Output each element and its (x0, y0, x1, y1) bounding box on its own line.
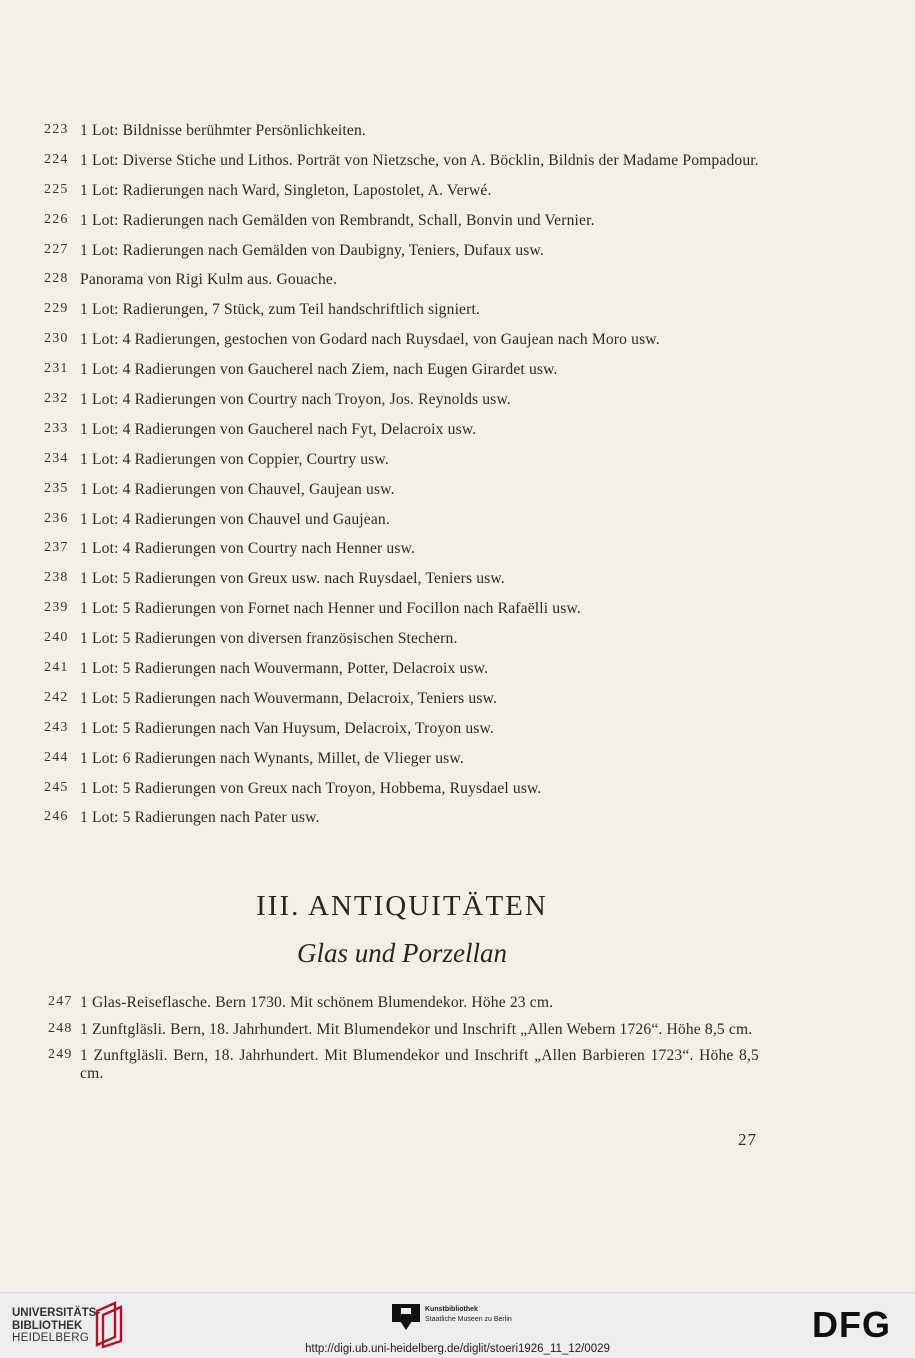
lot-description: 1 Lot: Radierungen nach Ward, Singleton, Lapostolet, A. Verwé. (80, 181, 492, 199)
lot-entry (0, 481, 915, 502)
lot-number: 237 (44, 540, 69, 556)
lot-entry (0, 1021, 915, 1042)
lot-entry (0, 361, 915, 382)
lot-list-glass (0, 994, 915, 1089)
university-line-2: BIBLIOTHEK (12, 1319, 83, 1332)
lot-entry (0, 301, 915, 322)
lot-description: 1 Lot: 4 Radierungen von Coppier, Courtry usw. (80, 450, 389, 468)
dfg-logo[interactable]: DFG (812, 1304, 891, 1345)
lot-number: 247 (48, 994, 73, 1009)
lot-description: 1 Lot: 4 Radierungen von Gaucherel nach Fyt, Delacroix usw. (80, 420, 477, 438)
lot-number: 230 (44, 331, 69, 347)
lot-number: 249 (48, 1047, 73, 1062)
lot-entry (0, 600, 915, 621)
lot-description: Panorama von Rigi Kulm aus. Gouache. (80, 271, 338, 289)
lot-description: 1 Lot: 4 Radierungen von Chauvel und Gaujean. (80, 510, 390, 528)
lot-number: 243 (44, 719, 69, 735)
lot-entry (0, 570, 915, 591)
lot-description: 1 Lot: 4 Radierungen von Gaucherel nach Ziem, nach Eugen Girardet usw. (80, 361, 558, 379)
lot-entry (0, 660, 915, 681)
lot-description: 1 Lot: 4 Radierungen von Courtry nach Henner usw. (80, 540, 416, 558)
lot-entry (0, 809, 915, 830)
lot-number: 248 (48, 1020, 73, 1036)
lot-entry (0, 152, 915, 173)
lot-number: 236 (44, 510, 69, 526)
lot-description: 1 Lot: Radierungen nach Gemälden von Daubigny, Teniers, Dufaux usw. (80, 241, 544, 259)
university-logo-icon[interactable] (93, 1301, 125, 1349)
lot-number: 235 (44, 480, 69, 496)
lot-entry (0, 690, 915, 711)
lot-entry (0, 540, 915, 561)
lot-entry (0, 331, 915, 352)
lot-number: 234 (44, 450, 69, 466)
lot-number: 245 (44, 779, 69, 795)
lot-description: 1 Lot: 4 Radierungen von Courtry nach Troyon, Jos. Reynolds usw. (80, 391, 511, 409)
lot-entry (0, 271, 915, 292)
lot-description: 1 Lot: 5 Radierungen nach Wouvermann, Potter, Delacroix usw. (80, 660, 489, 678)
lot-entry (0, 122, 915, 143)
lot-number: 242 (44, 689, 69, 705)
lot-number: 238 (44, 570, 69, 586)
lot-description: 1 Zunftgläsli. Bern, 18. Jahrhundert. Mit Blumendekor und Inschrift „Allen Barbieren 1723“. Höhe 8,5 cm. (80, 1047, 759, 1082)
lot-description: 1 Lot: 5 Radierungen von Greux usw. nach Ruysdael, Teniers usw. (80, 570, 505, 588)
lot-description: 1 Lot: 5 Radierungen von Fornet nach Henner und Focillon nach Rafaëlli usw. (80, 600, 581, 618)
page-number: 27 (738, 1130, 757, 1149)
lot-description: 1 Lot: 5 Radierungen nach Van Huysum, Delacroix, Troyon usw. (80, 719, 494, 737)
kunstbibliothek-text (425, 1305, 512, 1325)
lot-description: 1 Lot: 4 Radierungen von Chauvel, Gaujean usw. (80, 480, 395, 498)
lot-description: 1 Lot: Radierungen nach Gemälden von Rembrandt, Schall, Bonvin und Vernier. (80, 211, 595, 229)
lot-description: 1 Lot: Radierungen, 7 Stück, zum Teil handschriftlich signiert. (80, 301, 481, 319)
university-library-name[interactable] (12, 1307, 100, 1345)
lot-description: 1 Lot: 5 Radierungen von Greux nach Troyon, Hobbema, Ruysdael usw. (80, 779, 542, 797)
lot-description: 1 Lot: 6 Radierungen nach Wynants, Millet, de Vlieger usw. (80, 749, 464, 767)
lot-number: 227 (44, 241, 69, 257)
kb-line-1: Kunstbibliothek (425, 1306, 478, 1313)
lot-list-prints (0, 122, 915, 839)
lot-entry (0, 994, 915, 1015)
lot-description: 1 Zunftgläsli. Bern, 18. Jahrhundert. Mit Blumendekor und Inschrift „Allen Webern 1726“. Höhe 8,5 cm. (80, 1020, 753, 1038)
lot-entry (0, 780, 915, 801)
lot-description: 1 Lot: 4 Radierungen, gestochen von Godard nach Ruysdael, von Gaujean nach Moro usw. (80, 331, 660, 349)
lot-description: 1 Lot: 5 Radierungen von diversen französischen Stechern. (80, 630, 458, 648)
page-url[interactable]: http://digi.ub.uni-heidelberg.de/diglit/stoeri1926_11_12/0029 (305, 1343, 610, 1355)
lot-description: 1 Glas-Reiseflasche. Bern 1730. Mit schönem Blumendekor. Höhe 23 cm. (80, 994, 554, 1011)
lot-number: 239 (44, 600, 69, 616)
lot-entry (0, 391, 915, 412)
kunstbibliothek-logo-icon[interactable] (392, 1304, 420, 1330)
lot-entry (0, 720, 915, 741)
lot-entry (0, 242, 915, 263)
kb-line-2: Staatliche Museen zu Berlin (425, 1316, 512, 1323)
lot-description: 1 Lot: Diverse Stiche und Lithos. Porträt von Nietzsche, von A. Böcklin, Bildnis der Madame Pompadour. (80, 151, 759, 169)
section-subtitle: Glas und Porzellan (296, 938, 507, 968)
section-title: III. ANTIQUITÄTEN (256, 890, 548, 922)
lot-number: 228 (44, 271, 69, 287)
lot-number: 241 (44, 660, 69, 676)
lot-number: 224 (44, 151, 69, 167)
lot-number: 223 (44, 122, 69, 137)
lot-entry (0, 630, 915, 651)
lot-number: 246 (44, 809, 69, 825)
lot-entry (0, 750, 915, 771)
lot-description: 1 Lot: 5 Radierungen nach Wouvermann, Delacroix, Teniers usw. (80, 689, 498, 707)
lot-number: 231 (44, 361, 69, 377)
lot-entry (0, 182, 915, 203)
lot-entry (0, 1047, 915, 1083)
lot-number: 240 (44, 630, 69, 646)
lot-description: 1 Lot: 5 Radierungen nach Pater usw. (80, 809, 320, 827)
lot-description: 1 Lot: Bildnisse berühmter Persönlichkeiten. (80, 122, 366, 139)
lot-entry (0, 511, 915, 532)
lot-entry (0, 212, 915, 233)
lot-entry (0, 421, 915, 442)
university-line-3: HEIDELBERG (12, 1332, 90, 1344)
lot-number: 226 (44, 211, 69, 227)
lot-number: 229 (44, 301, 69, 317)
lot-entry (0, 451, 915, 472)
lot-number: 232 (44, 391, 69, 407)
lot-number: 244 (44, 749, 69, 765)
lot-number: 233 (44, 420, 69, 436)
university-line-1: UNIVERSITÄTS- (12, 1307, 101, 1319)
lot-number: 225 (44, 181, 69, 197)
viewer-footer (0, 1292, 915, 1358)
